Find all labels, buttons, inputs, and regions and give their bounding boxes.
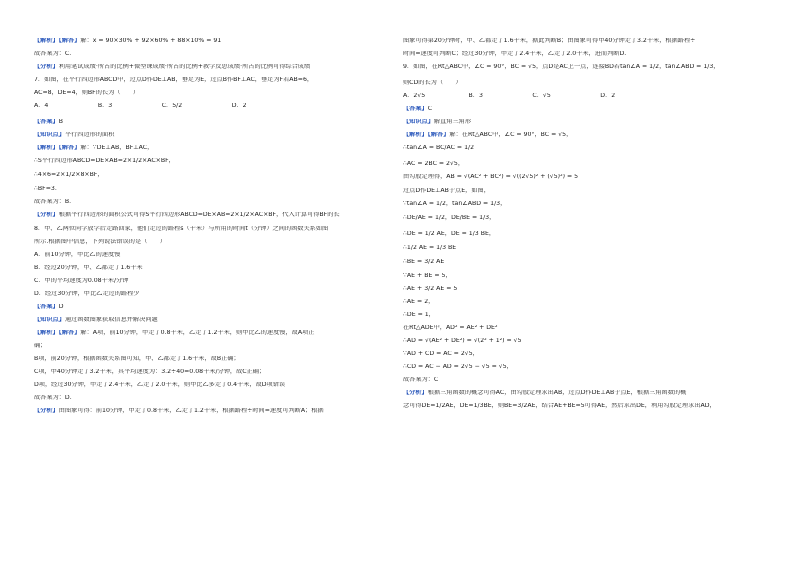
question-7-line: 7．如图，在平行四边形ABCD中，过点D作DE⊥AB，垂足为E，过点B作BF⊥AC，垂足为F若AB=6， bbox=[34, 77, 314, 83]
section-tag: 【分析】 bbox=[403, 390, 428, 396]
solution-line: ∴AE = 2， bbox=[403, 299, 435, 305]
solution-line: ∴4×6=2×1/2×8×BF， bbox=[34, 172, 104, 178]
section-tag: 【答案】 bbox=[34, 119, 59, 125]
analysis-line: 【分析】由图象可得：前10分钟，甲走了0.8千米，乙走了1.2千米，根据路程÷时间=速度可判断A；根据 bbox=[34, 408, 324, 414]
section-tag: 【解答】 bbox=[427, 132, 450, 138]
answer-line: 故答案为：D. bbox=[34, 395, 72, 401]
section-tag: 【解析】 bbox=[34, 330, 59, 336]
solution-line: ∴DE = 1/2 AE，DE = 1/3 BE， bbox=[403, 231, 496, 237]
section-tag: 【知识点】 bbox=[34, 132, 65, 138]
analysis-line: 念可得DE=1/2AE，DE=1/3BE，则BE=3/2AE，结合AE+BE=5可得AE，然后求出DE，利用勾股定理求出AD， bbox=[403, 403, 716, 409]
answer-line: 故答案为：B. bbox=[34, 199, 72, 205]
solution-line: ∴AD = √(AE² + DE²) = √(2² + 1²) = √5 bbox=[403, 338, 522, 344]
analysis-line: 【分析】根据三角函数的概念可得AC，由勾股定理求出AB，过点D作DE⊥AB于点E，根据三角函数的概 bbox=[403, 390, 687, 396]
question-9-line: 9．如图，在Rt△ABC中，∠C = 90°，BC = √5，点D是AC上一点，连接BD若tan∠A = 1/2，tan∠ABD = 1/3， bbox=[403, 64, 720, 70]
section-tag: 【解答】 bbox=[58, 330, 81, 336]
solution-line: 过点D作DE⊥AB于点E，如图， bbox=[403, 188, 490, 194]
solution-line: ∴AC = 2BC = 2√5， bbox=[403, 161, 465, 167]
section-tag: 【分析】 bbox=[34, 408, 59, 414]
section-tag: 【解析】 bbox=[34, 145, 59, 151]
section-tag: 【分析】 bbox=[34, 212, 59, 218]
solution-line: ∴AE + 3/2 AE = 5 bbox=[403, 286, 458, 292]
question-9-line: 则CD的长为（ ） bbox=[403, 80, 462, 86]
section-tag: 【答案】 bbox=[403, 106, 428, 112]
answer-label: 【答案】D bbox=[34, 304, 64, 310]
solution-line: 由勾股定理得，AB = √(AC² + BC²) = √((2√5)² + (√5)²) = 5 bbox=[403, 174, 579, 180]
solution-line: ∴1/2 AE = 1/3 BE bbox=[403, 245, 457, 251]
knowledge-point: 【知识点】平行四边形的面积 bbox=[34, 132, 115, 138]
left-column bbox=[34, 38, 384, 421]
option-c: C．甲的平均速度为0.08千米/分钟 bbox=[34, 278, 129, 284]
solution-line: ∵AE + BE = 5， bbox=[403, 273, 452, 279]
option-b: B．经过20分钟，甲、乙都走了1.6千米 bbox=[34, 265, 143, 271]
right-column bbox=[403, 38, 753, 416]
solution-line: 【解析】【解答】解：A项，前10分钟，甲走了0.8千米，乙走了1.2千米，则甲比乙的速度慢，故A项正 bbox=[34, 330, 315, 336]
solution-line: ∴CD = AC − AD = 2√5 − √5 = √5， bbox=[403, 364, 513, 370]
solution-line: ∴BF=3. bbox=[34, 186, 57, 192]
option-d: D．经过30分钟，甲比乙走过的路程少 bbox=[34, 291, 140, 297]
question-9-options: A．2√5 B．3 C．√5 D．2 bbox=[403, 93, 616, 99]
answer-line: 故答案为：C bbox=[403, 377, 439, 383]
solution-line: B项，前20分钟，根据函数关系图可知，甲、乙都走了1.6千米，故B正确； bbox=[34, 356, 240, 362]
solution-line: ∵tan∠A = 1/2，tan∠ABD = 1/3， bbox=[403, 201, 507, 207]
solution-line: 【解析】【解答】解：x = 90×30% + 92×60% + 88×10% = 91 bbox=[34, 38, 222, 44]
section-tag: 【解析】 bbox=[34, 38, 59, 44]
question-8-line: 8．甲、乙两位同学放学后走路回家，他们走过的路程s（千米）与所用的时间t（分钟）之间的函数关系如图 bbox=[34, 226, 329, 232]
analysis-line: 时间=速度可判断C；经过30分钟，甲走了2.4千米，乙走了2.0千米，进而判断D. bbox=[403, 51, 627, 57]
section-tag: 【解答】 bbox=[58, 38, 81, 44]
solution-line: D项，经过30分钟，甲走了2.4千米，乙走了2.0千米，则甲比乙多走了0.4千米，故D项错误 bbox=[34, 382, 286, 388]
option-a: A．前10分钟，甲比乙的速度慢 bbox=[34, 252, 121, 258]
solution-line: ∴tan∠A = BC/AC = 1/2 bbox=[403, 145, 475, 151]
analysis-line: 图象可得第20分钟时，甲、乙都走了1.6千米，据此判断B；由图象可得甲40分钟走了3.2千米，根据路程÷ bbox=[403, 38, 696, 44]
solution-line: 在Rt△ADE中，AD² = AE² + DE² bbox=[403, 325, 498, 331]
answer-label: 【答案】B bbox=[34, 119, 63, 125]
solution-line: ∵AD + CD = AC = 2√5， bbox=[403, 351, 479, 357]
analysis-line: 【分析】根据平行四边形的面积公式可得S平行四边形ABCD=DE×AB=2×1/2×AC×BF，代入计算可得BF的长 bbox=[34, 212, 340, 218]
solution-line: 【解析】【解答】解：∵DE⊥AB，BF⊥AC， bbox=[34, 145, 154, 151]
knowledge-point: 【知识点】解直角三角形 bbox=[403, 119, 472, 125]
solution-line: ∴BE = 3/2 AE bbox=[403, 259, 445, 265]
section-tag: 【分析】 bbox=[34, 64, 59, 70]
section-tag: 【解析】 bbox=[403, 132, 428, 138]
analysis-line: 【分析】利用笔试成绩·所占的比例+微型课成绩·所占的比例+教学反思成绩·所占的比例可得综合成绩 bbox=[34, 64, 311, 70]
solution-line: 【解析】【解答】解：在Rt△ABC中，∠C = 90°，BC = √5， bbox=[403, 132, 573, 138]
solution-line: ∴S平行四边形ABCD=DE×AB=2×1/2×AC×BF， bbox=[34, 158, 175, 164]
solution-line: ∴DE/AE = 1/2，DE/BE = 1/3， bbox=[403, 215, 496, 221]
knowledge-point: 【知识点】通过函数图象获取信息并解决问题 bbox=[34, 317, 158, 323]
section-tag: 【知识点】 bbox=[34, 317, 65, 323]
answer-label: 【答案】C bbox=[403, 106, 433, 112]
question-7-options: A．4 B．3 C．5/2 D．2 bbox=[34, 103, 247, 109]
section-tag: 【知识点】 bbox=[403, 119, 434, 125]
solution-line: C项，甲40分钟走了3.2千米，其平均速度为：3.2÷40=0.08千米/分钟，故C正确； bbox=[34, 369, 266, 375]
section-tag: 【解答】 bbox=[58, 145, 81, 151]
question-8-line: 所示.根据图中信息，下列说法错误的是（ ） bbox=[34, 239, 166, 245]
solution-line: 确； bbox=[34, 343, 47, 349]
question-7-line: AC=8，DE=4，则BF的长为（ ） bbox=[34, 90, 140, 96]
solution-line: ∴DE = 1， bbox=[403, 312, 435, 318]
answer-line: 故答案为：C. bbox=[34, 51, 72, 57]
section-tag: 【答案】 bbox=[34, 304, 59, 310]
